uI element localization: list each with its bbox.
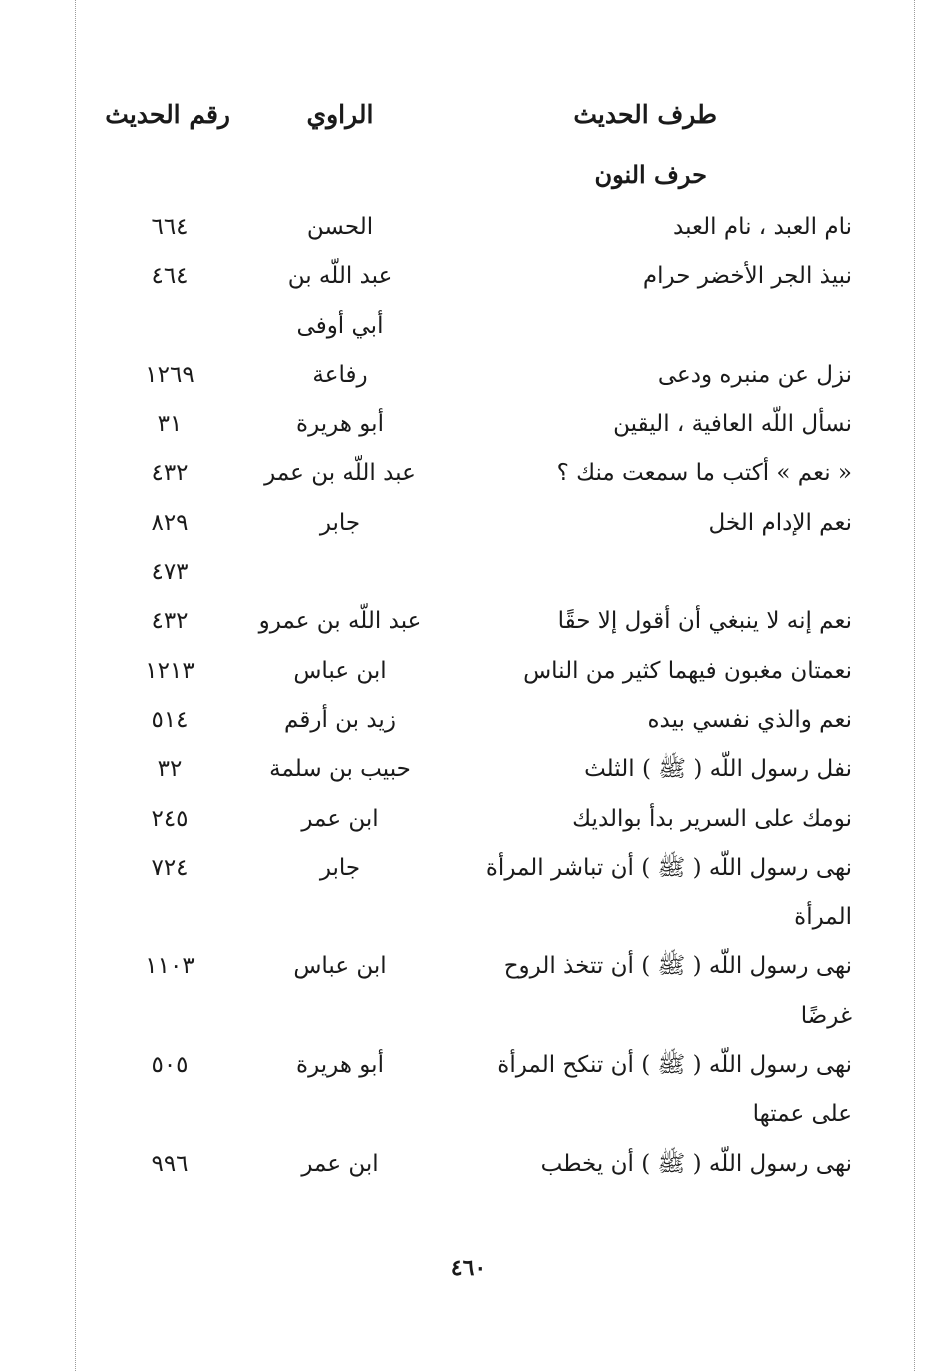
row-hadith-number: ٤٣٢ — [151, 608, 189, 635]
header-narrator: الراوي — [306, 100, 374, 129]
row-hadith-number: ٢٤٥ — [151, 805, 189, 832]
row-hadith-text: نعم والذي نفسي بيده — [647, 706, 852, 733]
row-narrator: ابن عمر — [301, 1150, 379, 1177]
row-narrator: ابن عباس — [293, 657, 387, 684]
header-hadith-number: رقم الحديث — [105, 100, 230, 129]
row-narrator: عبد اللّه بن عمر — [264, 460, 416, 487]
row-narrator: زيد بن أرقم — [284, 706, 396, 733]
row-hadith-number: ٧٢٤ — [151, 854, 189, 881]
row-hadith-number: ٣٢ — [157, 756, 183, 783]
table-row — [0, 1043, 937, 1092]
table-row — [0, 846, 937, 895]
table-row — [0, 698, 937, 747]
table-row — [0, 1142, 937, 1191]
row-narrator: جابر — [319, 854, 361, 881]
row-hadith-text: نسأل اللّه العافية ، اليقين — [613, 411, 852, 438]
table-row — [0, 205, 937, 254]
row-hadith-text: نهى رسول اللّه ( ﷺ ) أن تباشر المرأة — [485, 854, 852, 881]
row-hadith-text: نزل عن منبره ودعى — [657, 361, 852, 388]
table-row — [0, 994, 937, 1043]
row-narrator: ابن عباس — [293, 953, 387, 980]
table-row — [0, 649, 937, 698]
table-row — [0, 747, 937, 796]
row-hadith-number: ١١٠٣ — [145, 953, 195, 980]
table-row — [0, 599, 937, 648]
row-narrator: الحسن — [306, 214, 374, 240]
row-hadith-text: نعم الإدام الخل — [708, 509, 852, 536]
row-hadith-text: نعم إنه لا ينبغي أن أقول إلا حقًا — [557, 608, 852, 635]
table-row — [0, 797, 937, 846]
row-hadith-number: ٩٩٦ — [151, 1150, 189, 1177]
row-hadith-text: نهى رسول اللّه ( ﷺ ) أن تتخذ الروح — [503, 953, 852, 980]
table-row — [0, 254, 937, 303]
header-hadith-text: طرف الحديث — [573, 100, 717, 129]
row-narrator: عبد اللّه بن — [287, 263, 393, 290]
row-hadith-number: ٤٣٢ — [151, 460, 189, 487]
row-hadith-number: ٣١ — [157, 411, 183, 438]
row-hadith-text: نهى رسول اللّه ( ﷺ ) أن يخطب — [540, 1150, 852, 1177]
row-narrator: حبيب بن سلمة — [269, 756, 411, 783]
table-row — [0, 353, 937, 402]
table-row — [0, 944, 937, 993]
row-hadith-text: المرأة — [794, 904, 852, 931]
row-hadith-text: نهى رسول اللّه ( ﷺ ) أن تنكح المرأة — [497, 1052, 852, 1079]
table-row — [0, 402, 937, 451]
row-hadith-text: على عمتها — [752, 1101, 852, 1128]
row-hadith-text: نبيذ الجر الأخضر حرام — [642, 263, 852, 290]
table-row — [0, 451, 937, 500]
row-narrator: أبو هريرة — [296, 1052, 384, 1079]
section-title: حرف النون — [594, 160, 707, 189]
row-hadith-number: ٤٦٤ — [151, 263, 189, 290]
table-row — [0, 1092, 937, 1141]
table-row — [0, 501, 937, 550]
row-hadith-number: ٥١٤ — [151, 706, 189, 733]
table-header — [0, 100, 937, 144]
row-hadith-text: نفل رسول اللّه ( ﷺ ) الثلث — [584, 756, 852, 783]
row-narrator: ابن عمر — [301, 805, 379, 832]
row-narrator: رفاعة — [312, 361, 368, 388]
row-hadith-text: نام العبد ، نام العبد — [673, 214, 852, 240]
row-hadith-number: ٦٦٤ — [151, 214, 189, 240]
row-narrator: أبي أوفى — [296, 312, 384, 339]
row-narrator: أبو هريرة — [296, 411, 384, 438]
row-hadith-number: ٥٠٥ — [151, 1052, 189, 1079]
row-narrator: عبد اللّه بن عمرو — [258, 608, 422, 635]
row-hadith-text: غرضًا — [800, 1002, 852, 1029]
row-hadith-number: ١٢١٣ — [145, 657, 195, 684]
row-hadith-number: ١٢٦٩ — [145, 361, 195, 388]
table-row — [0, 550, 937, 599]
row-hadith-text: نومك على السرير بدأ بوالديك — [572, 805, 852, 832]
row-hadith-number: ٤٧٣ — [151, 559, 189, 586]
table-row — [0, 304, 937, 353]
row-hadith-text: « نعم » أكتب ما سمعت منك ؟ — [556, 460, 852, 487]
row-narrator: جابر — [319, 509, 361, 536]
table-row — [0, 895, 937, 944]
row-hadith-number: ٨٢٩ — [151, 509, 189, 536]
page-number: ٤٦٠ — [450, 1255, 487, 1281]
row-hadith-text: نعمتان مغبون فيهما كثير من الناس — [523, 657, 852, 684]
hadith-index-table — [0, 205, 937, 1191]
